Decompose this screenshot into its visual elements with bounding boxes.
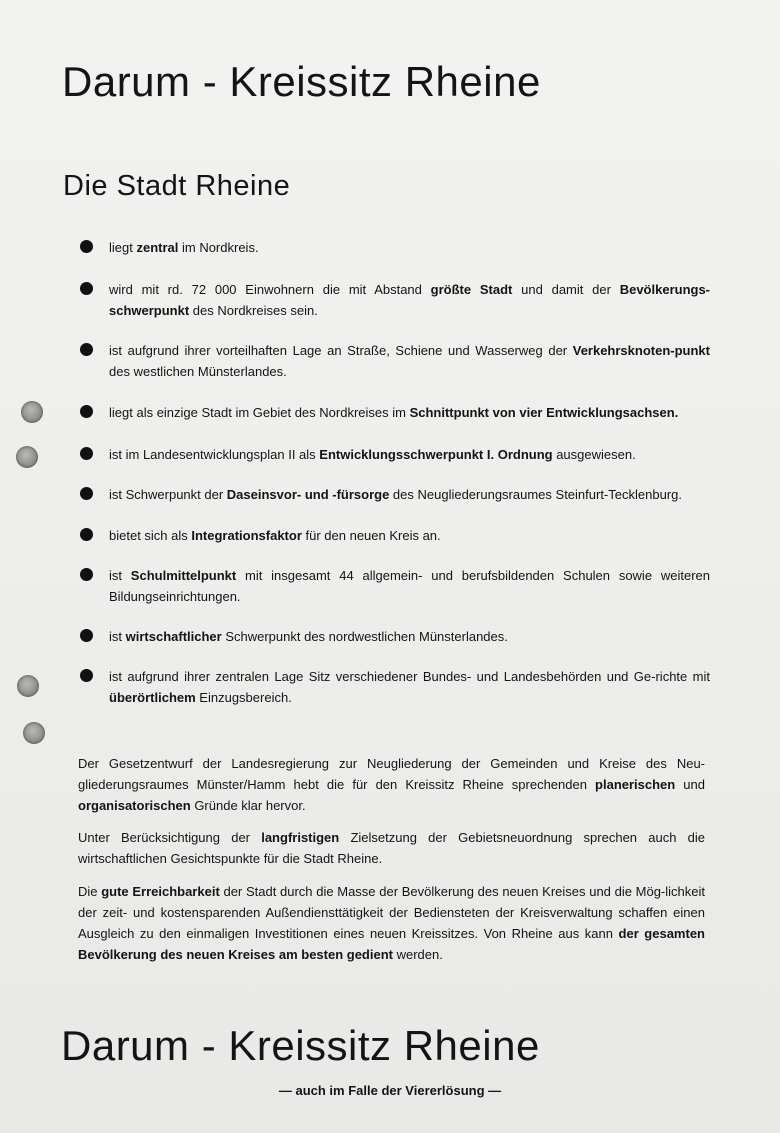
bullet-item [80,666,710,708]
bullet-text: ist Schulmittelpunkt mit insgesamt 44 allgemein- und berufsbildenden Schulen sowie weiteren Bildungseinrichtungen. [109,568,710,604]
emphasis-text: größte Stadt [430,282,513,297]
bullet-item [80,626,710,647]
bullet-dot-icon [80,447,93,460]
emphasis-text: überörtlichem [109,690,196,705]
bullet-dot-icon [80,669,93,682]
bullet-item [80,279,710,321]
bullet-text: liegt zentral im Nordkreis. [109,240,259,255]
emphasis-text: planerischen [595,777,676,792]
page-headline: Darum - Kreissitz Rheine [62,58,541,105]
body-paragraph: Unter Berücksichtigung der langfristigen Zielsetzung der Gebietsneuordnung sprechen auch die wirtschaftlichen Gesichtspunkte für die Stadt Rheine. [78,830,705,866]
emphasis-text: Bevölkerungs-schwerpunkt [109,282,711,318]
bullet-item [80,525,710,546]
emphasis-text: Entwicklungsschwerpunkt I. Ordnung [319,447,553,462]
emphasis-text: gute Erreichbarkeit [101,884,220,899]
emphasis-text: Daseinsvor- und -fürsorge [226,487,390,502]
bullet-dot-icon [80,528,93,541]
bullet-item [80,237,710,258]
bullet-text: bietet sich als Integrationsfaktor für den neuen Kreis an. [109,528,441,543]
bullet-text: ist wirtschaftlicher Schwerpunkt des nordwestlichen Münsterlandes. [109,629,508,644]
bullet-dot-icon [80,240,93,253]
bullet-item [80,484,710,505]
bullet-dot-icon [80,629,93,642]
emphasis-text: Verkehrsknoten-punkt [572,343,710,358]
bullet-text: wird mit rd. 72 000 Einwohnern die mit Abstand größte Stadt und damit der Bevölkerungs-schwerpunkt des Nordkreises sein. [109,282,711,318]
emphasis-text: organisatorischen [78,798,191,813]
bullet-dot-icon [80,405,93,418]
bullet-item [80,340,710,382]
punch-hole [16,446,38,468]
closing-headline: Darum - Kreissitz Rheine [61,1022,540,1069]
bullet-dot-icon [80,343,93,356]
emphasis-text: Schnittpunkt von vier Entwicklungsachsen. [409,405,679,420]
bullet-text: ist im Landesentwicklungsplan II als Entwicklungsschwerpunkt I. Ordnung ausgewiesen. [109,447,636,462]
bullet-text: ist Schwerpunkt der Daseinsvor- und -fürsorge des Neugliederungsraumes Steinfurt-Tecklenburg. [109,487,682,502]
emphasis-text: der gesamten Bevölkerung des neuen Kreises am besten gedient [78,926,705,962]
bullet-text: ist aufgrund ihrer zentralen Lage Sitz verschiedener Bundes- und Landesbehörden und Ge-richte mit überörtlichem Einzugsbereich. [109,669,710,705]
bullet-dot-icon [80,282,93,295]
emphasis-text: Integrationsfaktor [191,528,302,543]
bullet-text: ist aufgrund ihrer vorteilhaften Lage an Straße, Schiene und Wasserweg der Verkehrsknoten-punkt des westlichen Münsterlandes. [109,343,710,379]
emphasis-text: langfristigen [261,830,340,845]
body-paragraph: Die gute Erreichbarkeit der Stadt durch die Masse der Bevölkerung des neuen Kreises und die Mög-lichkeit der zeit- und kostensparenden Außendiensttätigkeit der Bediensteten der Kreisverwaltung schaffen einen Ausgleich zu den einmaligen Investitionen eines neuen Kreissitzes. Von Rheine aus kann der gesamten Bevölkerung des neuen Kreises am besten gedient werden. [78,884,705,962]
bullet-item [80,444,710,465]
emphasis-text: zentral [136,240,179,255]
bullet-dot-icon [80,568,93,581]
punch-hole [23,722,45,744]
bullet-text: liegt als einzige Stadt im Gebiet des Nordkreises im Schnittpunkt von vier Entwicklungsachsen. [109,405,679,420]
punch-hole [17,675,39,697]
emphasis-text: wirtschaftlicher [125,629,222,644]
body-paragraph: Der Gesetzentwurf der Landesregierung zur Neugliederung der Gemeinden und Kreise des Neu-gliederungsraumes Münster/Hamm hebt die für den Kreissitz Rheine sprechenden planerischen und organisatorischen Gründe klar hervor. [78,756,705,813]
footer-note: — auch im Falle der Viererlösung — [278,1083,502,1098]
bullet-item [80,565,710,607]
bullet-dot-icon [80,487,93,500]
bullet-item [80,402,710,423]
punch-hole [21,401,43,423]
section-title: Die Stadt Rheine [63,170,291,202]
emphasis-text: Schulmittelpunkt [130,568,237,583]
